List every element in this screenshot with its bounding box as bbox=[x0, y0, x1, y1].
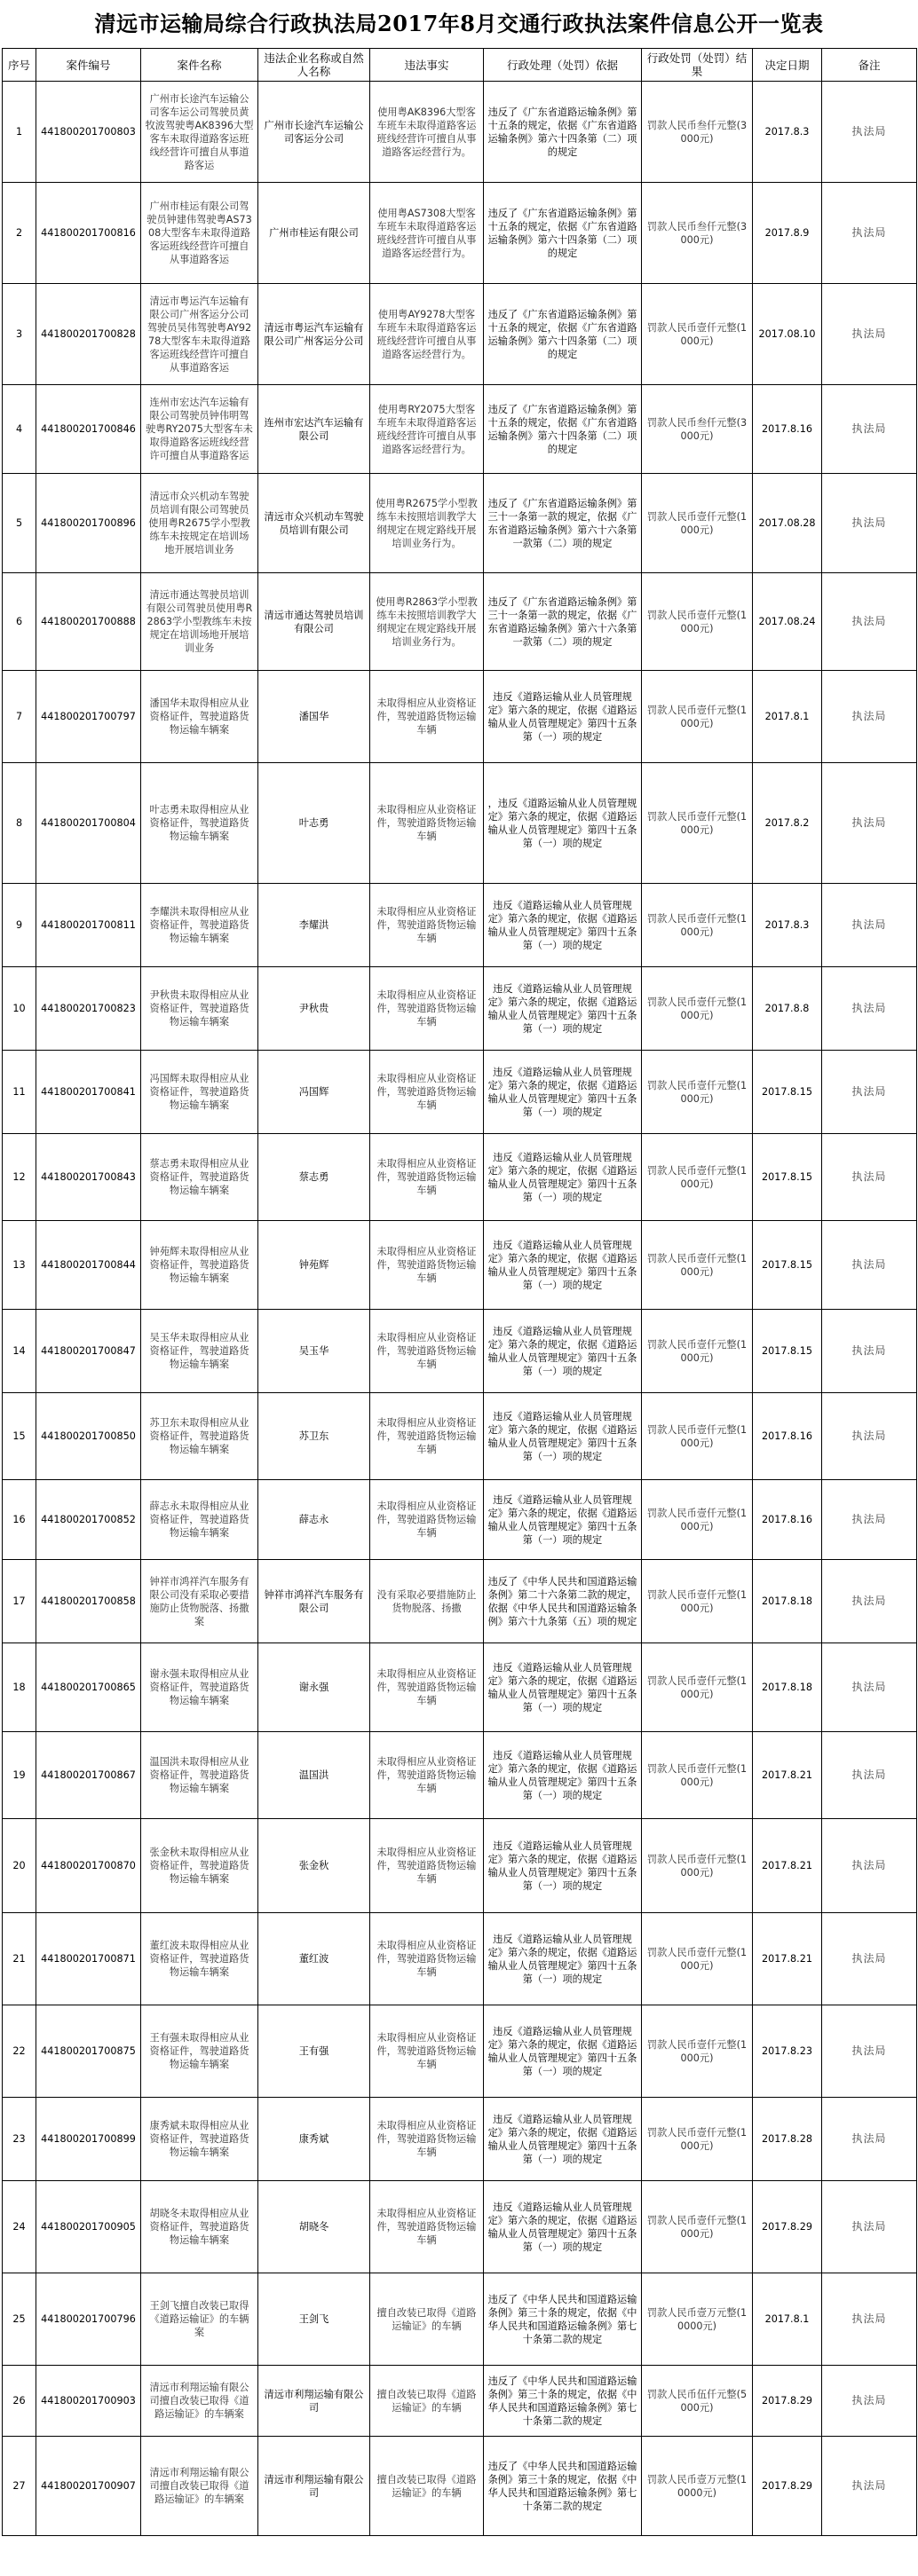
cell-case-code: 441800201700850 bbox=[36, 1393, 141, 1480]
cell-case-code: 441800201700803 bbox=[36, 82, 141, 183]
cell-date: 2017.8.3 bbox=[753, 82, 822, 183]
page-title: 清远市运输局综合行政执法局2017年8月交通行政执法案件信息公开一览表 bbox=[94, 11, 824, 36]
cell-number: 12 bbox=[3, 1134, 36, 1221]
header-cell-case-name: 案件名称 bbox=[141, 49, 258, 82]
cell-basis: 违反《道路运输从业人员管理规定》第六条的规定，依据《道路运输从业人员管理规定》第四十五条第（一）项的规定 bbox=[484, 1913, 642, 2005]
cell-remark: 执法局 bbox=[822, 2366, 917, 2437]
cell-case-name: 清远市利翔运输有限公司擅自改装已取得《道路运输证》的车辆案 bbox=[141, 2437, 258, 2536]
cell-basis: 违反《道路运输从业人员管理规定》第六条的规定，依据《道路运输从业人员管理规定》第四十五条第（一）项的规定 bbox=[484, 1134, 642, 1221]
cell-case-name: 王剑飞擅自改装已取得《道路运输证》的车辆案 bbox=[141, 2273, 258, 2366]
cell-party: 清远市利翔运输有限公司 bbox=[258, 2366, 370, 2437]
cell-result: 罚款人民币壹仟元整(1000元) bbox=[642, 967, 753, 1051]
cell-date: 2017.08.10 bbox=[753, 284, 822, 385]
cell-party: 潘国华 bbox=[258, 671, 370, 763]
table-row bbox=[3, 763, 917, 884]
cell-party: 叶志勇 bbox=[258, 763, 370, 884]
table-row bbox=[3, 1913, 917, 2005]
cell-party: 薛志永 bbox=[258, 1480, 370, 1560]
cell-case-name: 清远市通达驾驶员培训有限公司驾驶员使用粤R2863学小型教练车未按规定在培训场地开展培训业务 bbox=[141, 573, 258, 671]
cell-date: 2017.8.15 bbox=[753, 1051, 822, 1134]
cell-basis: 违反了《广东省道路运输条例》第十五条的规定，依据《广东省道路运输条例》第六十四条第（二）项的规定 bbox=[484, 82, 642, 183]
cell-fact: 使用粤RY2075大型客车班车未取得道路客运班线经营许可擅自从事道路客运经营行为。 bbox=[370, 385, 484, 474]
cell-remark: 执法局 bbox=[822, 385, 917, 474]
cell-party: 广州市桂运有限公司 bbox=[258, 183, 370, 284]
cell-case-code: 441800201700811 bbox=[36, 884, 141, 967]
cell-fact: 未取得相应从业资格证件，驾驶道路货物运输车辆 bbox=[370, 763, 484, 884]
table-row bbox=[3, 385, 917, 474]
cell-party: 王有强 bbox=[258, 2005, 370, 2098]
cell-number: 18 bbox=[3, 1643, 36, 1732]
cell-case-code: 441800201700870 bbox=[36, 1819, 141, 1913]
cell-party: 尹秋贵 bbox=[258, 967, 370, 1051]
table-row bbox=[3, 1393, 917, 1480]
cell-fact: 未取得相应从业资格证件，驾驶道路货物运输车辆 bbox=[370, 967, 484, 1051]
cell-number: 13 bbox=[3, 1221, 36, 1310]
cell-date: 2017.8.29 bbox=[753, 2181, 822, 2273]
cell-number: 11 bbox=[3, 1051, 36, 1134]
cell-date: 2017.8.1 bbox=[753, 671, 822, 763]
table-row bbox=[3, 1560, 917, 1643]
cell-fact: 未取得相应从业资格证件，驾驶道路货物运输车辆 bbox=[370, 1819, 484, 1913]
cell-date: 2017.8.15 bbox=[753, 1134, 822, 1221]
table-row bbox=[3, 573, 917, 671]
cell-party: 胡晓冬 bbox=[258, 2181, 370, 2273]
cell-basis: 违反《道路运输从业人员管理规定》第六条的规定，依据《道路运输从业人员管理规定》第四十五条第（一）项的规定 bbox=[484, 2181, 642, 2273]
table-row bbox=[3, 82, 917, 183]
header-cell-result: 行政处罚（处罚）结果 bbox=[642, 49, 753, 82]
cell-basis: 违反《道路运输从业人员管理规定》第六条的规定，依据《道路运输从业人员管理规定》第四十五条第（一）项的规定 bbox=[484, 1393, 642, 1480]
cell-fact: 未取得相应从业资格证件，驾驶道路货物运输车辆 bbox=[370, 1051, 484, 1134]
cell-number: 9 bbox=[3, 884, 36, 967]
table-row bbox=[3, 474, 917, 573]
cell-party: 李耀洪 bbox=[258, 884, 370, 967]
cell-case-name: 叶志勇未取得相应从业资格证件，驾驶道路货物运输车辆案 bbox=[141, 763, 258, 884]
table-row bbox=[3, 1819, 917, 1913]
cell-case-name: 清远市众兴机动车驾驶员培训有限公司驾驶员使用粤R2675学小型教练车未按规定在培训场地开展培训业务 bbox=[141, 474, 258, 573]
cell-case-code: 441800201700858 bbox=[36, 1560, 141, 1643]
cell-date: 2017.8.3 bbox=[753, 884, 822, 967]
cell-case-code: 441800201700871 bbox=[36, 1913, 141, 2005]
cell-number: 22 bbox=[3, 2005, 36, 2098]
cell-case-name: 薛志永未取得相应从业资格证件，驾驶道路货物运输车辆案 bbox=[141, 1480, 258, 1560]
cell-remark: 执法局 bbox=[822, 1643, 917, 1732]
cell-case-name: 清远市利翔运输有限公司擅自改装已取得《道路运输证》的车辆案 bbox=[141, 2366, 258, 2437]
cell-fact: 擅自改装已取得《道路运输证》的车辆 bbox=[370, 2273, 484, 2366]
cell-remark: 执法局 bbox=[822, 474, 917, 573]
cell-case-name: 尹秋贵未取得相应从业资格证件，驾驶道路货物运输车辆案 bbox=[141, 967, 258, 1051]
table-row bbox=[3, 2366, 917, 2437]
cell-result: 罚款人民币壹仟元整(1000元) bbox=[642, 1913, 753, 2005]
cell-result: 罚款人民币壹仟元整(1000元) bbox=[642, 573, 753, 671]
cell-fact: 未取得相应从业资格证件，驾驶道路货物运输车辆 bbox=[370, 1310, 484, 1393]
cell-date: 2017.8.23 bbox=[753, 2005, 822, 2098]
cell-remark: 执法局 bbox=[822, 2005, 917, 2098]
table-row bbox=[3, 1310, 917, 1393]
cell-number: 23 bbox=[3, 2098, 36, 2181]
cell-case-name: 李耀洪未取得相应从业资格证件，驾驶道路货物运输车辆案 bbox=[141, 884, 258, 967]
cell-case-name: 钟祥市鸿祥汽车服务有限公司没有采取必要措施防止货物脱落、扬撒案 bbox=[141, 1560, 258, 1643]
header-cell-fact: 违法事实 bbox=[370, 49, 484, 82]
cell-number: 4 bbox=[3, 385, 36, 474]
cell-date: 2017.8.2 bbox=[753, 763, 822, 884]
cell-party: 冯国辉 bbox=[258, 1051, 370, 1134]
cell-date: 2017.8.15 bbox=[753, 1310, 822, 1393]
cell-fact: 擅自改装已取得《道路运输证》的车辆 bbox=[370, 2366, 484, 2437]
cell-fact: 未取得相应从业资格证件，驾驶道路货物运输车辆 bbox=[370, 884, 484, 967]
cell-date: 2017.8.21 bbox=[753, 1819, 822, 1913]
cell-result: 罚款人民币壹仟元整(1000元) bbox=[642, 284, 753, 385]
cell-result: 罚款人民币壹仟元整(1000元) bbox=[642, 1051, 753, 1134]
cell-case-code: 441800201700905 bbox=[36, 2181, 141, 2273]
cell-date: 2017.08.28 bbox=[753, 474, 822, 573]
cell-case-code: 441800201700841 bbox=[36, 1051, 141, 1134]
cell-party: 苏卫东 bbox=[258, 1393, 370, 1480]
cell-case-code: 441800201700867 bbox=[36, 1732, 141, 1819]
cell-case-name: 清远市粤运汽车运输有限公司广州客运分公司驾驶员吴伟驾驶粤AY9278大型客车未取得道路客运班线经营许可擅自从事道路客运 bbox=[141, 284, 258, 385]
cell-result: 罚款人民币壹仟元整(1000元) bbox=[642, 2181, 753, 2273]
cell-remark: 执法局 bbox=[822, 1221, 917, 1310]
cell-fact: 使用粤AY9278大型客车班车未取得道路客运班线经营许可擅自从事道路客运经营行为。 bbox=[370, 284, 484, 385]
cell-party: 清远市通达驾驶员培训有限公司 bbox=[258, 573, 370, 671]
cell-fact: 使用粤AS7308大型客车班车未取得道路客运班线经营许可擅自从事道路客运经营行为。 bbox=[370, 183, 484, 284]
cell-case-code: 441800201700823 bbox=[36, 967, 141, 1051]
cell-remark: 执法局 bbox=[822, 671, 917, 763]
cell-basis: 违反《道路运输从业人员管理规定》第六条的规定，依据《道路运输从业人员管理规定》第四十五条第（一）项的规定 bbox=[484, 967, 642, 1051]
cell-result: 罚款人民币壹仟元整(1000元) bbox=[642, 1560, 753, 1643]
cell-party: 清远市众兴机动车驾驶员培训有限公司 bbox=[258, 474, 370, 573]
cell-basis: 违反了《中华人民共和国道路运输条例》第三十条的规定，依据《中华人民共和国道路运输条例》第七十条第二款的规定 bbox=[484, 2366, 642, 2437]
cell-party: 谢永强 bbox=[258, 1643, 370, 1732]
cell-result: 罚款人民币壹仟元整(1000元) bbox=[642, 763, 753, 884]
cell-fact: 未取得相应从业资格证件，驾驶道路货物运输车辆 bbox=[370, 1643, 484, 1732]
cell-fact: 未取得相应从业资格证件，驾驶道路货物运输车辆 bbox=[370, 1732, 484, 1819]
cell-remark: 执法局 bbox=[822, 763, 917, 884]
cell-number: 8 bbox=[3, 763, 36, 884]
cell-remark: 执法局 bbox=[822, 1913, 917, 2005]
cell-case-code: 441800201700804 bbox=[36, 763, 141, 884]
cell-case-name: 康秀斌未取得相应从业资格证件，驾驶道路货物运输车辆案 bbox=[141, 2098, 258, 2181]
cell-case-name: 吴玉华未取得相应从业资格证件，驾驶道路货物运输车辆案 bbox=[141, 1310, 258, 1393]
table-row bbox=[3, 2181, 917, 2273]
cell-date: 2017.8.16 bbox=[753, 385, 822, 474]
cell-basis: 违反了《中华人民共和国道路运输条例》第二十六条第二款的规定，依据《中华人民共和国道路运输条例》第六十九条第（五）项的规定 bbox=[484, 1560, 642, 1643]
cell-basis: 违反了《中华人民共和国道路运输条例》第三十条的规定，依据《中华人民共和国道路运输条例》第七十条第二款的规定 bbox=[484, 2437, 642, 2536]
cell-party: 钟祥市鸿祥汽车服务有限公司 bbox=[258, 1560, 370, 1643]
cell-date: 2017.8.18 bbox=[753, 1643, 822, 1732]
case-table bbox=[2, 48, 917, 2536]
cell-result: 罚款人民币叁仟元整(3000元) bbox=[642, 183, 753, 284]
cell-case-code: 441800201700846 bbox=[36, 385, 141, 474]
cell-party: 广州市长途汽车运输公司客运分公司 bbox=[258, 82, 370, 183]
cell-basis: 违反了《广东省道路运输条例》第十五条的规定，依据《广东省道路运输条例》第六十四条第（二）项的规定 bbox=[484, 183, 642, 284]
cell-result: 罚款人民币壹仟元整(1000元) bbox=[642, 474, 753, 573]
cell-remark: 执法局 bbox=[822, 884, 917, 967]
cell-fact: 使用粤AK8396大型客车班车未取得道路客运班线经营许可擅自从事道路客运经营行为。 bbox=[370, 82, 484, 183]
cell-number: 14 bbox=[3, 1310, 36, 1393]
table-row bbox=[3, 1051, 917, 1134]
cell-basis: 违反了《中华人民共和国道路运输条例》第三十条的规定，依据《中华人民共和国道路运输条例》第七十条第二款的规定 bbox=[484, 2273, 642, 2366]
table-row bbox=[3, 671, 917, 763]
cell-fact: 使用粤R2863学小型教练车未按照培训教学大纲规定在规定路线开展培训业务行为。 bbox=[370, 573, 484, 671]
cell-result: 罚款人民币壹仟元整(1000元) bbox=[642, 1732, 753, 1819]
cell-result: 罚款人民币叁仟元整(3000元) bbox=[642, 385, 753, 474]
cell-party: 张金秋 bbox=[258, 1819, 370, 1913]
cell-basis: ，违反《道路运输从业人员管理规定》第六条的规定，依据《道路运输从业人员管理规定》第四十五条第（一）项的规定 bbox=[484, 763, 642, 884]
cell-party: 温国洪 bbox=[258, 1732, 370, 1819]
cell-remark: 执法局 bbox=[822, 967, 917, 1051]
cell-case-name: 潘国华未取得相应从业资格证件，驾驶道路货物运输车辆案 bbox=[141, 671, 258, 763]
cell-party: 蔡志勇 bbox=[258, 1134, 370, 1221]
cell-case-code: 441800201700797 bbox=[36, 671, 141, 763]
table-row bbox=[3, 284, 917, 385]
cell-number: 19 bbox=[3, 1732, 36, 1819]
cell-case-name: 谢永强未取得相应从业资格证件，驾驶道路货物运输车辆案 bbox=[141, 1643, 258, 1732]
cell-party: 钟苑辉 bbox=[258, 1221, 370, 1310]
cell-remark: 执法局 bbox=[822, 1134, 917, 1221]
cell-remark: 执法局 bbox=[822, 573, 917, 671]
cell-basis: 违反《道路运输从业人员管理规定》第六条的规定，依据《道路运输从业人员管理规定》第四十五条第（一）项的规定 bbox=[484, 1643, 642, 1732]
cell-result: 罚款人民币壹仟元整(1000元) bbox=[642, 1643, 753, 1732]
table-row bbox=[3, 1221, 917, 1310]
table-row bbox=[3, 1643, 917, 1732]
cell-case-code: 441800201700847 bbox=[36, 1310, 141, 1393]
cell-basis: 违反《道路运输从业人员管理规定》第六条的规定，依据《道路运输从业人员管理规定》第四十五条第（一）项的规定 bbox=[484, 1221, 642, 1310]
cell-result: 罚款人民币壹仟元整(1000元) bbox=[642, 2098, 753, 2181]
cell-remark: 执法局 bbox=[822, 284, 917, 385]
cell-case-name: 温国洪未取得相应从业资格证件，驾驶道路货物运输车辆案 bbox=[141, 1732, 258, 1819]
cell-result: 罚款人民币壹仟元整(1000元) bbox=[642, 671, 753, 763]
table-row bbox=[3, 884, 917, 967]
cell-case-name: 冯国辉未取得相应从业资格证件，驾驶道路货物运输车辆案 bbox=[141, 1051, 258, 1134]
cell-case-code: 441800201700796 bbox=[36, 2273, 141, 2366]
cell-fact: 未取得相应从业资格证件，驾驶道路货物运输车辆 bbox=[370, 1134, 484, 1221]
cell-fact: 未取得相应从业资格证件，驾驶道路货物运输车辆 bbox=[370, 1480, 484, 1560]
cell-basis: 违反了《广东省道路运输条例》第三十一条第一款的规定，依据《广东省道路运输条例》第六十六条第一款第（二）项的规定 bbox=[484, 474, 642, 573]
cell-party: 董红波 bbox=[258, 1913, 370, 2005]
cell-case-name: 广州市桂运有限公司驾驶员钟建伟驾驶粤AS7308大型客车未取得道路客运班线经营许可擅自从事道路客运 bbox=[141, 183, 258, 284]
cell-date: 2017.8.15 bbox=[753, 1221, 822, 1310]
cell-fact: 未取得相应从业资格证件，驾驶道路货物运输车辆 bbox=[370, 2181, 484, 2273]
cell-result: 罚款人民币叁仟元整(3000元) bbox=[642, 82, 753, 183]
cell-result: 罚款人民币壹仟元整(1000元) bbox=[642, 1221, 753, 1310]
table-row bbox=[3, 1480, 917, 1560]
cell-party: 康秀斌 bbox=[258, 2098, 370, 2181]
cell-fact: 擅自改装已取得《道路运输证》的车辆 bbox=[370, 2437, 484, 2536]
cell-remark: 执法局 bbox=[822, 1393, 917, 1480]
cell-case-name: 苏卫东未取得相应从业资格证件，驾驶道路货物运输车辆案 bbox=[141, 1393, 258, 1480]
cell-result: 罚款人民币伍仟元整(5000元) bbox=[642, 2366, 753, 2437]
cell-number: 15 bbox=[3, 1393, 36, 1480]
cell-remark: 执法局 bbox=[822, 1732, 917, 1819]
cell-number: 1 bbox=[3, 82, 36, 183]
cell-number: 2 bbox=[3, 183, 36, 284]
cell-number: 17 bbox=[3, 1560, 36, 1643]
cell-party: 吴玉华 bbox=[258, 1310, 370, 1393]
cell-case-code: 441800201700896 bbox=[36, 474, 141, 573]
cell-result: 罚款人民币壹仟元整(1000元) bbox=[642, 1310, 753, 1393]
cell-case-code: 441800201700816 bbox=[36, 183, 141, 284]
cell-date: 2017.8.21 bbox=[753, 1732, 822, 1819]
cell-result: 罚款人民币壹万元整(10000元) bbox=[642, 2437, 753, 2536]
cell-date: 2017.8.28 bbox=[753, 2098, 822, 2181]
cell-party: 王剑飞 bbox=[258, 2273, 370, 2366]
cell-number: 27 bbox=[3, 2437, 36, 2536]
cell-case-code: 441800201700888 bbox=[36, 573, 141, 671]
header-cell-party: 违法企业名称或自然人名称 bbox=[258, 49, 370, 82]
table-row bbox=[3, 2098, 917, 2181]
cell-fact: 未取得相应从业资格证件，驾驶道路货物运输车辆 bbox=[370, 2098, 484, 2181]
cell-remark: 执法局 bbox=[822, 1819, 917, 1913]
cell-date: 2017.8.16 bbox=[753, 1480, 822, 1560]
cell-date: 2017.8.1 bbox=[753, 2273, 822, 2366]
cell-remark: 执法局 bbox=[822, 1051, 917, 1134]
cell-fact: 未取得相应从业资格证件，驾驶道路货物运输车辆 bbox=[370, 671, 484, 763]
cell-case-code: 441800201700828 bbox=[36, 284, 141, 385]
cell-remark: 执法局 bbox=[822, 2273, 917, 2366]
cell-fact: 未取得相应从业资格证件，驾驶道路货物运输车辆 bbox=[370, 1393, 484, 1480]
header-cell-case-code: 案件编号 bbox=[36, 49, 141, 82]
cell-date: 2017.08.24 bbox=[753, 573, 822, 671]
cell-basis: 违反《道路运输从业人员管理规定》第六条的规定，依据《道路运输从业人员管理规定》第四十五条第（一）项的规定 bbox=[484, 1051, 642, 1134]
cell-basis: 违反《道路运输从业人员管理规定》第六条的规定，依据《道路运输从业人员管理规定》第四十五条第（一）项的规定 bbox=[484, 884, 642, 967]
table-header-row bbox=[3, 49, 917, 82]
header-cell-number: 序号 bbox=[3, 49, 36, 82]
cell-basis: 违反《道路运输从业人员管理规定》第六条的规定，依据《道路运输从业人员管理规定》第四十五条第（一）项的规定 bbox=[484, 2005, 642, 2098]
cell-result: 罚款人民币壹万元整(10000元) bbox=[642, 2273, 753, 2366]
cell-result: 罚款人民币壹仟元整(1000元) bbox=[642, 1393, 753, 1480]
cell-date: 2017.8.21 bbox=[753, 1913, 822, 2005]
cell-basis: 违反《道路运输从业人员管理规定》第六条的规定，依据《道路运输从业人员管理规定》第四十五条第（一）项的规定 bbox=[484, 1310, 642, 1393]
cell-case-name: 张金秋未取得相应从业资格证件，驾驶道路货物运输车辆案 bbox=[141, 1819, 258, 1913]
cell-remark: 执法局 bbox=[822, 82, 917, 183]
cell-basis: 违反《道路运输从业人员管理规定》第六条的规定，依据《道路运输从业人员管理规定》第四十五条第（一）项的规定 bbox=[484, 671, 642, 763]
cell-remark: 执法局 bbox=[822, 2098, 917, 2181]
cell-number: 21 bbox=[3, 1913, 36, 2005]
cell-remark: 执法局 bbox=[822, 1310, 917, 1393]
cell-case-code: 441800201700844 bbox=[36, 1221, 141, 1310]
cell-date: 2017.8.29 bbox=[753, 2437, 822, 2536]
cell-remark: 执法局 bbox=[822, 183, 917, 284]
cell-fact: 使用粤R2675学小型教练车未按照培训教学大纲规定在规定路线开展培训业务行为。 bbox=[370, 474, 484, 573]
cell-basis: 违反了《广东省道路运输条例》第十五条的规定，依据《广东省道路运输条例》第六十四条第（二）项的规定 bbox=[484, 385, 642, 474]
cell-party: 清远市利翔运输有限公司 bbox=[258, 2437, 370, 2536]
cell-remark: 执法局 bbox=[822, 1480, 917, 1560]
cell-remark: 执法局 bbox=[822, 2181, 917, 2273]
cell-case-code: 441800201700843 bbox=[36, 1134, 141, 1221]
cell-date: 2017.8.18 bbox=[753, 1560, 822, 1643]
cell-case-code: 441800201700907 bbox=[36, 2437, 141, 2536]
cell-basis: 违反《道路运输从业人员管理规定》第六条的规定，依据《道路运输从业人员管理规定》第四十五条第（一）项的规定 bbox=[484, 1819, 642, 1913]
cell-remark: 执法局 bbox=[822, 2437, 917, 2536]
table-row bbox=[3, 2273, 917, 2366]
cell-basis: 违反《道路运输从业人员管理规定》第六条的规定，依据《道路运输从业人员管理规定》第四十五条第（一）项的规定 bbox=[484, 2098, 642, 2181]
cell-fact: 未取得相应从业资格证件，驾驶道路货物运输车辆 bbox=[370, 2005, 484, 2098]
cell-case-code: 441800201700903 bbox=[36, 2366, 141, 2437]
table-row bbox=[3, 1134, 917, 1221]
cell-basis: 违反了《广东省道路运输条例》第三十一条第一款的规定，依据《广东省道路运输条例》第六十六条第一款第（二）项的规定 bbox=[484, 573, 642, 671]
cell-case-name: 钟苑辉未取得相应从业资格证件，驾驶道路货物运输车辆案 bbox=[141, 1221, 258, 1310]
cell-party: 连州市宏达汽车运输有限公司 bbox=[258, 385, 370, 474]
cell-number: 5 bbox=[3, 474, 36, 573]
table-row bbox=[3, 967, 917, 1051]
cell-number: 26 bbox=[3, 2366, 36, 2437]
cell-result: 罚款人民币壹仟元整(1000元) bbox=[642, 1480, 753, 1560]
cell-number: 25 bbox=[3, 2273, 36, 2366]
header-cell-basis: 行政处理（处罚）依据 bbox=[484, 49, 642, 82]
cell-number: 16 bbox=[3, 1480, 36, 1560]
cell-case-name: 王有强未取得相应从业资格证件，驾驶道路货物运输车辆案 bbox=[141, 2005, 258, 2098]
cell-date: 2017.8.29 bbox=[753, 2366, 822, 2437]
cell-remark: 执法局 bbox=[822, 1560, 917, 1643]
cell-result: 罚款人民币壹仟元整(1000元) bbox=[642, 1134, 753, 1221]
cell-case-name: 董红波未取得相应从业资格证件，驾驶道路货物运输车辆案 bbox=[141, 1913, 258, 2005]
cell-basis: 违反《道路运输从业人员管理规定》第六条的规定，依据《道路运输从业人员管理规定》第四十五条第（一）项的规定 bbox=[484, 1480, 642, 1560]
cell-result: 罚款人民币壹仟元整(1000元) bbox=[642, 884, 753, 967]
header-cell-date: 决定日期 bbox=[753, 49, 822, 82]
cell-case-code: 441800201700852 bbox=[36, 1480, 141, 1560]
cell-number: 24 bbox=[3, 2181, 36, 2273]
table-row bbox=[3, 183, 917, 284]
cell-basis: 违反了《广东省道路运输条例》第十五条的规定，依据《广东省道路运输条例》第六十四条第（二）项的规定 bbox=[484, 284, 642, 385]
cell-case-code: 441800201700899 bbox=[36, 2098, 141, 2181]
cell-case-name: 胡晓冬未取得相应从业资格证件，驾驶道路货物运输车辆案 bbox=[141, 2181, 258, 2273]
cell-date: 2017.8.16 bbox=[753, 1393, 822, 1480]
cell-date: 2017.8.9 bbox=[753, 183, 822, 284]
cell-party: 清远市粤运汽车运输有限公司广州客运分公司 bbox=[258, 284, 370, 385]
table-row bbox=[3, 2005, 917, 2098]
header-cell-remark: 备注 bbox=[822, 49, 917, 82]
cell-case-code: 441800201700865 bbox=[36, 1643, 141, 1732]
cell-number: 20 bbox=[3, 1819, 36, 1913]
cell-number: 6 bbox=[3, 573, 36, 671]
cell-case-code: 441800201700875 bbox=[36, 2005, 141, 2098]
cell-result: 罚款人民币壹仟元整(1000元) bbox=[642, 2005, 753, 2098]
cell-case-name: 广州市长途汽车运输公司客车运公司驾驶员黄牧波驾驶粤AK8396大型客车未取得道路客运班线经营许可擅自从事道路客运 bbox=[141, 82, 258, 183]
cell-basis: 违反《道路运输从业人员管理规定》第六条的规定，依据《道路运输从业人员管理规定》第四十五条第（一）项的规定 bbox=[484, 1732, 642, 1819]
cell-fact: 没有采取必要措施防止货物脱落、扬撒 bbox=[370, 1560, 484, 1643]
cell-number: 3 bbox=[3, 284, 36, 385]
cell-case-name: 连州市宏达汽车运输有限公司驾驶员钟伟明驾驶粤RY2075大型客车未取得道路客运班线经营许可擅自从事道路客运 bbox=[141, 385, 258, 474]
cell-date: 2017.8.8 bbox=[753, 967, 822, 1051]
cell-number: 7 bbox=[3, 671, 36, 763]
cell-fact: 未取得相应从业资格证件，驾驶道路货物运输车辆 bbox=[370, 1221, 484, 1310]
cell-case-name: 蔡志勇未取得相应从业资格证件，驾驶道路货物运输车辆案 bbox=[141, 1134, 258, 1221]
cell-fact: 未取得相应从业资格证件，驾驶道路货物运输车辆 bbox=[370, 1913, 484, 2005]
cell-result: 罚款人民币壹仟元整(1000元) bbox=[642, 1819, 753, 1913]
table-row bbox=[3, 1732, 917, 1819]
cell-number: 10 bbox=[3, 967, 36, 1051]
table-row bbox=[3, 2437, 917, 2536]
